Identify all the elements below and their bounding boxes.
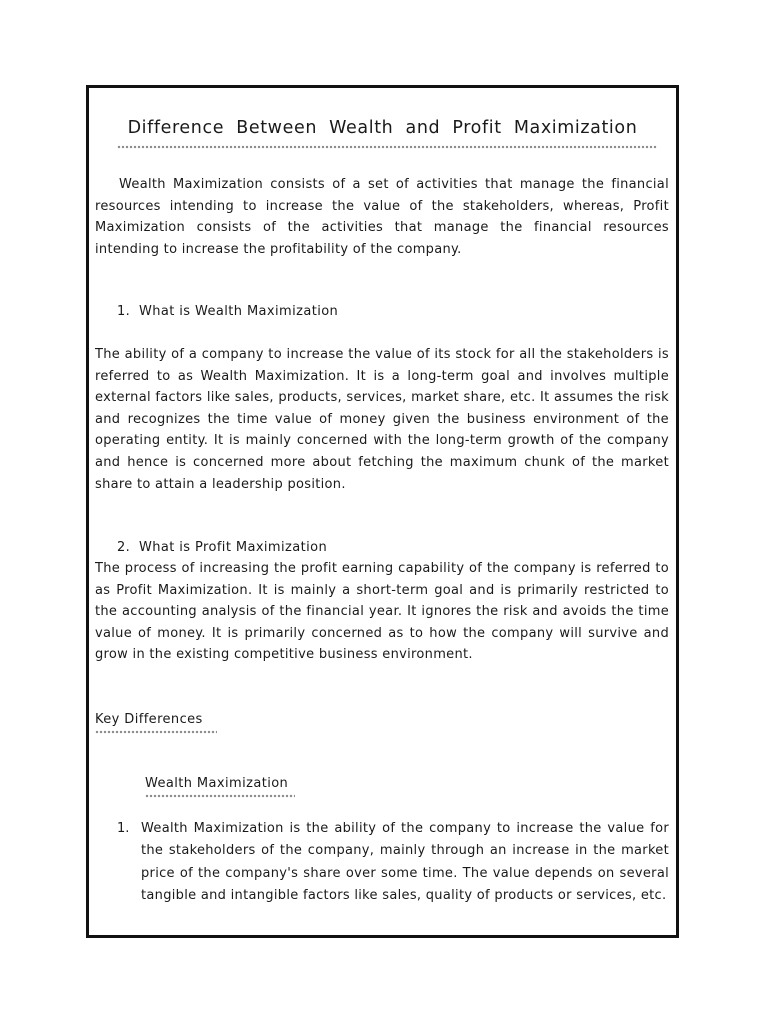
document-title: Difference Between Wealth and Profit Maximization	[127, 118, 638, 138]
difference-item-text: Wealth Maximization is the ability of the company to increase the value for the stakeholders of the company, mainly through an increase in the market price of the company's share over some time. The value depends on several tangible and intangible factors like sales, quality of products or services, etc.	[141, 821, 669, 904]
section2-heading-text: What is Profit Maximization	[139, 540, 328, 555]
section2-heading	[117, 538, 327, 558]
section2-number: 2.	[117, 540, 131, 555]
section1-heading	[117, 302, 338, 322]
key-differences-heading: Key Differences	[95, 712, 203, 727]
subheading-underline	[145, 793, 295, 799]
wealth-maximization-subheading: Wealth Maximization	[145, 776, 289, 791]
document-frame	[86, 85, 679, 938]
section1-number: 1.	[117, 304, 131, 319]
document-content	[89, 88, 676, 935]
section1-heading-text: What is Wealth Maximization	[139, 304, 339, 319]
key-differences-underline	[95, 729, 217, 735]
section1-paragraph: The ability of a company to increase the value of its stock for all the stakeholders is referred to as Wealth Maximization. It is a long-term goal and involves multiple external factors like sales, products, services, market share, etc. It assumes the risk and recognizes the time value of money given the business environment of the operating entity. It is mainly concerned with the long-term growth of the company and hence is concerned more about fetching the maximum chunk of the market share to attain a leadership position.	[95, 347, 669, 492]
section2-paragraph: The process of increasing the profit earning capability of the company is referred to as Profit Maximization. It is mainly a short-term goal and is primarily restricted to the accounting analysis of the financial year. It ignores the risk and avoids the time value of money. It is primarily concerned as to how the company will survive and grow in the existing competitive business environment.	[95, 561, 669, 663]
difference-item-number: 1.	[117, 821, 130, 836]
title-underline	[117, 144, 657, 150]
intro-paragraph: Wealth Maximization consists of a set of activities that manage the financial resources intending to increase the value of the stakeholders, whereas, Profit Maximization consists of the activities that manage the financial resources intending to increase the profitability of the company.	[95, 177, 669, 257]
